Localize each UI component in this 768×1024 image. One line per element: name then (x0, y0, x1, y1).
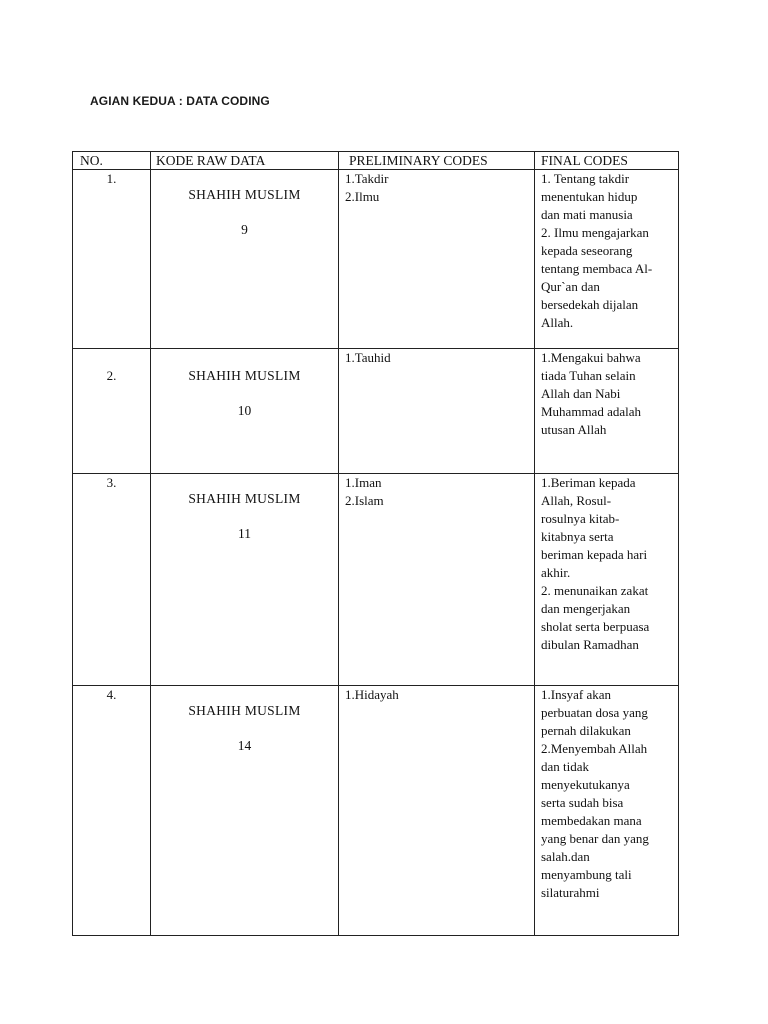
final-codes-cell: 1.Beriman kepada Allah, Rosul- rosulnya kitab- kitabnya serta beriman kepada hari akhir. 2. menunaikan zakat dan mengerjakan sholat serta berpuasa dibulan Ramadhan (535, 474, 679, 686)
table-row (73, 474, 679, 686)
preliminary-codes-cell (339, 170, 535, 349)
preliminary-code: 1.Hidayah (345, 687, 399, 702)
kode-source: SHAHIH MUSLIM (188, 703, 301, 718)
table-header-row (73, 152, 679, 170)
kode-source: SHAHIH MUSLIM (188, 491, 301, 506)
data-coding-table (72, 151, 679, 936)
header-no: NO. (73, 152, 151, 170)
preliminary-code: 1.Takdir (345, 171, 389, 186)
header-preliminary-codes: PRELIMINARY CODES (339, 152, 535, 170)
section-heading: AGIAN KEDUA : DATA CODING (90, 94, 270, 108)
row-number: 1. (73, 170, 151, 349)
final-codes-cell: 1. Tentang takdir menentukan hidup dan mati manusia 2. Ilmu mengajarkan kepada seseorang tentang membaca Al- Qur`an dan bersedekah dijalan Allah. (535, 170, 679, 349)
row-number: 3. (73, 474, 151, 686)
row-number: 4. (73, 686, 151, 936)
table-row (73, 686, 679, 936)
row-number: 2. (73, 349, 151, 474)
preliminary-codes-cell (339, 474, 535, 686)
header-final-codes: FINAL CODES (535, 152, 679, 170)
preliminary-code: 1.Iman (345, 475, 382, 490)
preliminary-code: 1.Tauhid (345, 350, 391, 365)
final-codes-cell: 1.Insyaf akan perbuatan dosa yang pernah dilakukan 2.Menyembah Allah dan tidak menyekutukanya serta sudah bisa membedakan mana yang benar dan yang salah.dan menyambung tali silaturahmi (535, 686, 679, 936)
kode-number: 9 (241, 222, 248, 237)
table-row (73, 170, 679, 349)
preliminary-code: 2.Islam (345, 493, 384, 508)
kode-raw-data-cell (151, 686, 339, 936)
kode-number: 14 (237, 738, 252, 753)
table-row (73, 349, 679, 474)
preliminary-codes-cell (339, 686, 535, 936)
preliminary-code: 2.Ilmu (345, 189, 380, 204)
kode-raw-data-cell (151, 474, 339, 686)
final-codes-cell: 1.Mengakui bahwa tiada Tuhan selain Allah dan Nabi Muhammad adalah utusan Allah (535, 349, 679, 474)
header-kode-raw-data: KODE RAW DATA (151, 152, 339, 170)
kode-source: SHAHIH MUSLIM (188, 187, 301, 202)
kode-raw-data-cell (151, 170, 339, 349)
preliminary-codes-cell (339, 349, 535, 474)
kode-number: 10 (237, 403, 252, 418)
kode-number: 11 (238, 526, 251, 541)
kode-source: SHAHIH MUSLIM (188, 368, 301, 383)
kode-raw-data-cell (151, 349, 339, 474)
